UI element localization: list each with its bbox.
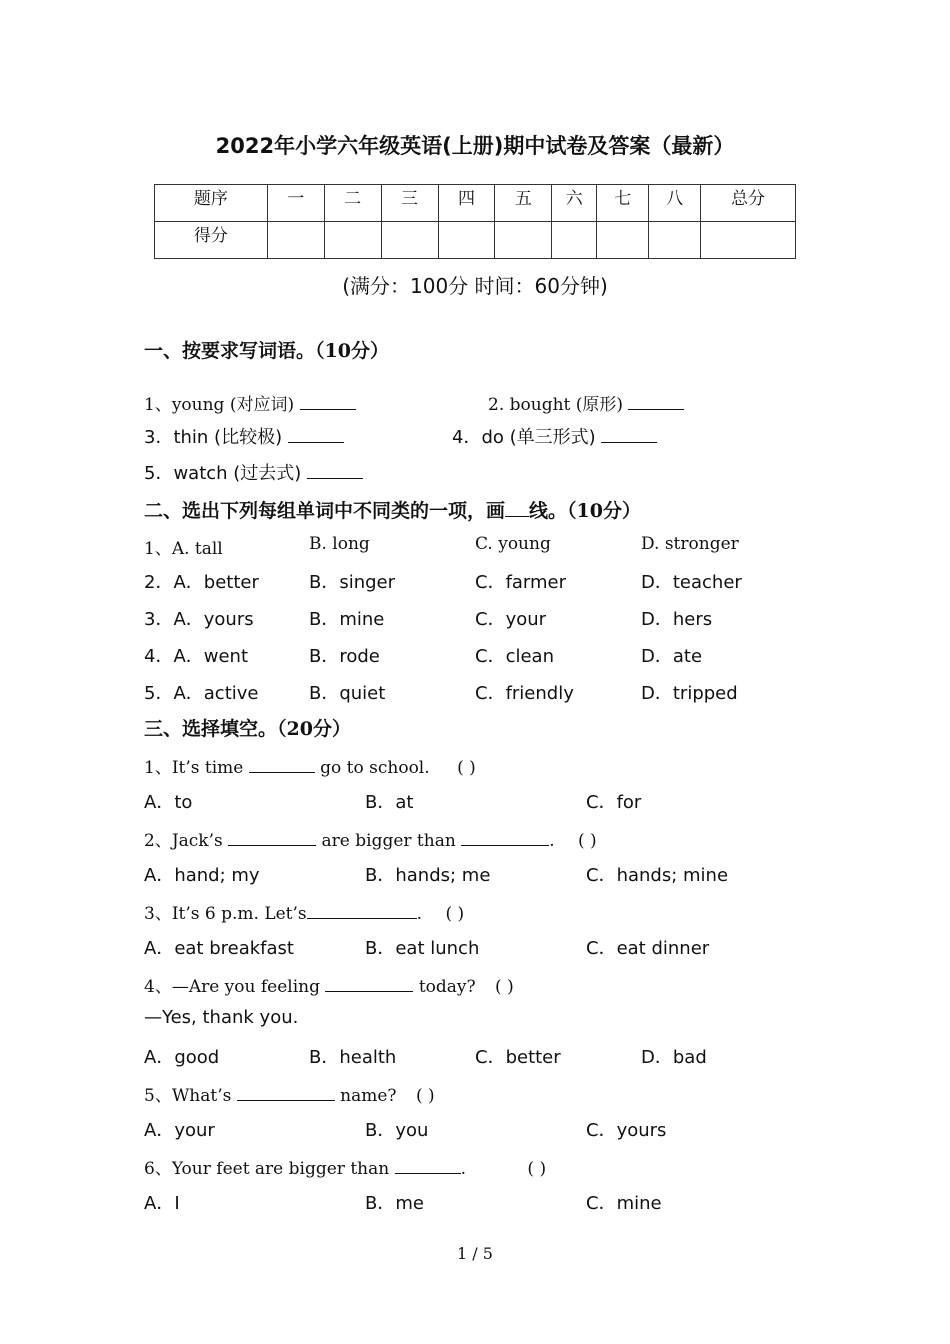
q1-option-c[interactable]: C．for	[586, 792, 642, 813]
q4-option-c[interactable]: C．better	[475, 1047, 561, 1068]
answer-blank[interactable]	[307, 904, 417, 919]
score-table	[154, 184, 796, 259]
s2-row-5-b[interactable]: B．quiet	[309, 683, 386, 704]
answer-paren[interactable]: ( )	[457, 758, 476, 778]
q1-option-b[interactable]: B．at	[365, 792, 414, 813]
section3-points: （20分）	[277, 718, 351, 740]
answer-paren[interactable]: ( )	[495, 977, 514, 997]
s3-q1	[144, 753, 476, 778]
score-cell[interactable]	[495, 222, 552, 259]
answer-paren[interactable]: ( )	[578, 831, 597, 851]
section3-heading-text: 三、选择填空。	[144, 718, 278, 740]
q5-text-a: 5、What’s	[144, 1086, 232, 1106]
answer-blank[interactable]	[300, 395, 356, 410]
answer-blank[interactable]	[307, 464, 363, 479]
page-title: 2022年小学六年级英语(上册)期中试卷及答案（最新）	[215, 134, 735, 158]
score-cell[interactable]	[381, 222, 438, 259]
score-table-row-label: 得分	[155, 222, 268, 259]
q5-option-c[interactable]: C．yours	[586, 1120, 667, 1141]
q6-text-a: 6、Your feet are bigger than	[144, 1159, 390, 1179]
s2-row-4-a[interactable]: 4．A．went	[144, 646, 249, 667]
s2-row-3-a[interactable]: 3．A．yours	[144, 609, 254, 630]
s1-item-5	[144, 459, 363, 485]
q4-option-a[interactable]: A．good	[144, 1047, 220, 1068]
q2-text-a: 2、Jack’s	[144, 831, 223, 851]
q2-text-b: are bigger than	[321, 831, 456, 851]
q5-option-a[interactable]: A．your	[144, 1120, 215, 1141]
q3-option-b[interactable]: B．eat lunch	[365, 938, 480, 959]
q2-option-c[interactable]: C．hands; mine	[586, 865, 729, 886]
s1-item-4	[452, 423, 657, 449]
s2-row-1-a[interactable]: 1、A. tall	[144, 539, 223, 559]
s1-item-5-text: 5．watch (过去式)	[144, 463, 302, 484]
q1-text-a: 1、It’s time	[144, 758, 244, 778]
section2-heading-text-b: 线。	[529, 500, 568, 522]
s2-row-4-b[interactable]: B．rode	[309, 646, 380, 667]
exam-info: (满分：100分 时间：60分钟)	[342, 274, 608, 298]
answer-blank[interactable]	[249, 758, 315, 773]
section2-heading-text-a: 二、选出下列每组单词中不同类的一项，画	[144, 500, 506, 522]
q1-option-a[interactable]: A．to	[144, 792, 193, 813]
s2-row-3-c[interactable]: C．your	[475, 609, 547, 630]
score-table-header-cell: 五	[495, 185, 552, 222]
score-table-header-cell: 二	[324, 185, 381, 222]
answer-blank[interactable]	[628, 395, 684, 410]
underline-mark	[505, 500, 529, 517]
q4-option-b[interactable]: B．health	[309, 1047, 397, 1068]
answer-paren[interactable]: ( )	[527, 1159, 547, 1179]
score-table-header-cell: 总分	[701, 185, 796, 222]
score-table-header-cell: 七	[597, 185, 649, 222]
answer-blank[interactable]	[601, 428, 657, 443]
q4-text-a: 4、—Are you feeling	[144, 977, 320, 997]
answer-blank[interactable]	[395, 1159, 461, 1174]
q3-text-b: .	[416, 904, 423, 924]
score-table-header-row	[155, 185, 796, 222]
score-cell[interactable]	[438, 222, 495, 259]
q4-reply: —Yes, thank you.	[144, 1007, 299, 1028]
s1-item-3	[144, 423, 344, 449]
s2-row-1-c[interactable]: C. young	[475, 534, 551, 554]
s2-row-4-d[interactable]: D．ate	[641, 646, 703, 667]
s1-item-2	[488, 390, 684, 415]
section1-heading	[144, 336, 389, 363]
answer-blank[interactable]	[237, 1086, 335, 1101]
score-table-header-cell: 题序	[155, 185, 268, 222]
s3-q5	[144, 1081, 435, 1106]
q3-option-a[interactable]: A．eat breakfast	[144, 938, 294, 959]
section3-heading	[144, 714, 351, 741]
page-number: 1 / 5	[457, 1244, 493, 1263]
section2-heading	[144, 496, 641, 523]
score-cell[interactable]	[701, 222, 796, 259]
answer-blank[interactable]	[228, 831, 316, 846]
answer-blank[interactable]	[288, 428, 344, 443]
s1-item-4-text: 4．do (单三形式)	[452, 427, 596, 448]
s3-q2	[144, 826, 597, 851]
s1-item-1-text: 1、young (对应词)	[144, 395, 295, 415]
q3-option-c[interactable]: C．eat dinner	[586, 938, 710, 959]
s2-row-2-c[interactable]: C．farmer	[475, 572, 567, 593]
s2-row-1-d[interactable]: D. stronger	[641, 534, 739, 554]
s3-q4	[144, 972, 514, 997]
s3-q6	[144, 1154, 546, 1179]
q2-option-a[interactable]: A．hand; my	[144, 865, 260, 886]
score-cell[interactable]	[552, 222, 597, 259]
score-cell[interactable]	[324, 222, 381, 259]
score-table-header-cell: 一	[267, 185, 324, 222]
score-table-header-cell: 八	[649, 185, 701, 222]
answer-paren[interactable]: ( )	[445, 904, 465, 924]
score-cell[interactable]	[267, 222, 324, 259]
score-table-header-cell: 三	[381, 185, 438, 222]
s2-row-1-b[interactable]: B. long	[309, 534, 370, 554]
s2-row-5-c[interactable]: C．friendly	[475, 683, 574, 704]
s1-item-2-text: 2. bought (原形)	[488, 395, 624, 415]
q2-option-b[interactable]: B．hands; me	[365, 865, 491, 886]
s2-row-5-a[interactable]: 5．A．active	[144, 683, 259, 704]
score-table-header-cell: 六	[552, 185, 597, 222]
q4-option-d[interactable]: D．bad	[641, 1047, 707, 1068]
s2-row-2-a[interactable]: 2．A．better	[144, 572, 259, 593]
section1-heading-text: 一、按要求写词语。	[144, 340, 316, 362]
q4-text-b: today?	[418, 977, 476, 997]
s2-row-2-d[interactable]: D．teacher	[641, 572, 742, 593]
answer-paren[interactable]: ( )	[415, 1086, 435, 1106]
score-cell[interactable]	[597, 222, 649, 259]
s2-row-4-c[interactable]: C．clean	[475, 646, 554, 667]
q6-text-b: .	[460, 1159, 467, 1179]
q6-option-a[interactable]: A．I	[144, 1193, 180, 1214]
q6-option-b[interactable]: B．me	[365, 1193, 424, 1214]
q1-text-b: go to school.	[320, 758, 430, 778]
score-cell[interactable]	[649, 222, 701, 259]
s1-item-3-text: 3．thin (比较极)	[144, 427, 283, 448]
q6-option-c[interactable]: C．mine	[586, 1193, 662, 1214]
s3-q3	[144, 899, 464, 924]
q3-text-a: 3、It’s 6 p.m. Let’s	[144, 904, 307, 924]
score-table-score-row	[155, 222, 796, 259]
score-table-header-cell: 四	[438, 185, 495, 222]
q5-text-b: name?	[340, 1086, 397, 1106]
answer-blank[interactable]	[461, 831, 549, 846]
section1-points: （10分）	[315, 340, 389, 362]
q5-option-b[interactable]: B．you	[365, 1120, 429, 1141]
s2-row-5-d[interactable]: D．tripped	[641, 683, 738, 704]
s2-row-3-b[interactable]: B．mine	[309, 609, 385, 630]
s2-row-3-d[interactable]: D．hers	[641, 609, 713, 630]
q2-text-c: .	[549, 831, 555, 851]
s1-item-1	[144, 390, 356, 415]
answer-blank[interactable]	[325, 977, 413, 992]
s2-row-2-b[interactable]: B．singer	[309, 572, 396, 593]
section2-points: （10分）	[567, 500, 641, 522]
